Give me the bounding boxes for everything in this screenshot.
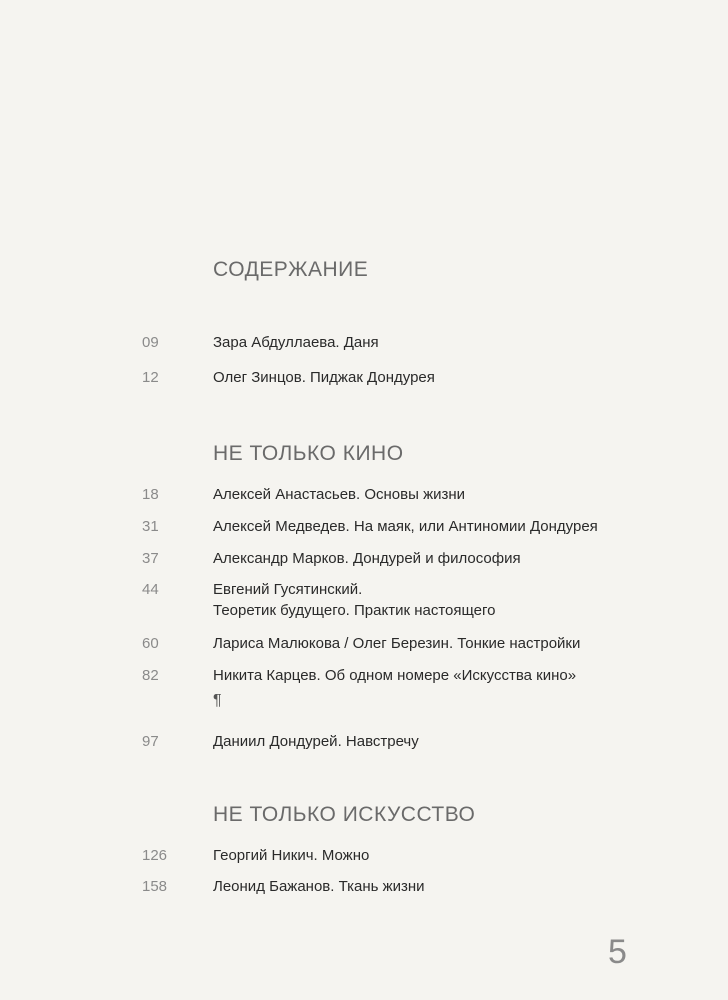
toc-page-number: 60 <box>142 635 159 652</box>
toc-entry <box>0 580 728 624</box>
toc-title: Алексей Медведев. На маяк, или Антиномии Дондурея <box>213 518 598 535</box>
toc-page-number: 126 <box>142 847 168 864</box>
section-heading-not-only-art: НЕ ТОЛЬКО ИСКУССТВО <box>213 803 476 826</box>
toc-title: Леонид Бажанов. Ткань жизни <box>213 878 425 895</box>
toc-title: Даниил Дондурей. Навстречу <box>213 733 419 750</box>
toc-entry <box>0 368 728 390</box>
toc-title: Зара Абдуллаева. Даня <box>213 334 379 351</box>
toc-page-number: 09 <box>142 334 159 351</box>
toc-entry <box>0 732 728 754</box>
toc-entry <box>0 485 728 507</box>
page-number: 5 <box>608 933 627 971</box>
toc-page-number: 158 <box>142 878 168 895</box>
toc-page-number: 82 <box>142 667 159 684</box>
toc-entry <box>0 846 728 868</box>
toc-page-number: 97 <box>142 733 159 750</box>
toc-page-number: 31 <box>142 518 159 535</box>
toc-title: Георгий Никич. Можно <box>213 847 370 864</box>
toc-entry <box>0 666 728 688</box>
pilcrow-mark: ¶ <box>213 692 222 709</box>
toc-page-number: 18 <box>142 486 159 503</box>
toc-page-number: 12 <box>142 369 159 386</box>
toc-page-number: 44 <box>142 581 159 598</box>
toc-title-line-2: Теоретик будущего. Практик настоящего <box>213 602 496 619</box>
toc-page-number: 37 <box>142 550 159 567</box>
toc-entry <box>0 333 728 355</box>
toc-title: Никита Карцев. Об одном номере «Искусства кино» <box>213 667 577 684</box>
toc-title-line-1: Евгений Гусятинский. <box>213 581 363 598</box>
toc-title: Олег Зинцов. Пиджак Дондурея <box>213 369 435 386</box>
toc-title: Александр Марков. Дондурей и философия <box>213 550 521 567</box>
section-heading-contents: СОДЕРЖАНИЕ <box>213 258 369 281</box>
toc-title: Лариса Малюкова / Олег Березин. Тонкие настройки <box>213 635 581 652</box>
toc-title: Алексей Анастасьев. Основы жизни <box>213 486 466 503</box>
toc-entry <box>0 634 728 656</box>
toc-entry <box>0 877 728 899</box>
section-heading-not-only-cinema: НЕ ТОЛЬКО КИНО <box>213 442 404 465</box>
toc-entry <box>0 517 728 539</box>
toc-entry <box>0 549 728 571</box>
